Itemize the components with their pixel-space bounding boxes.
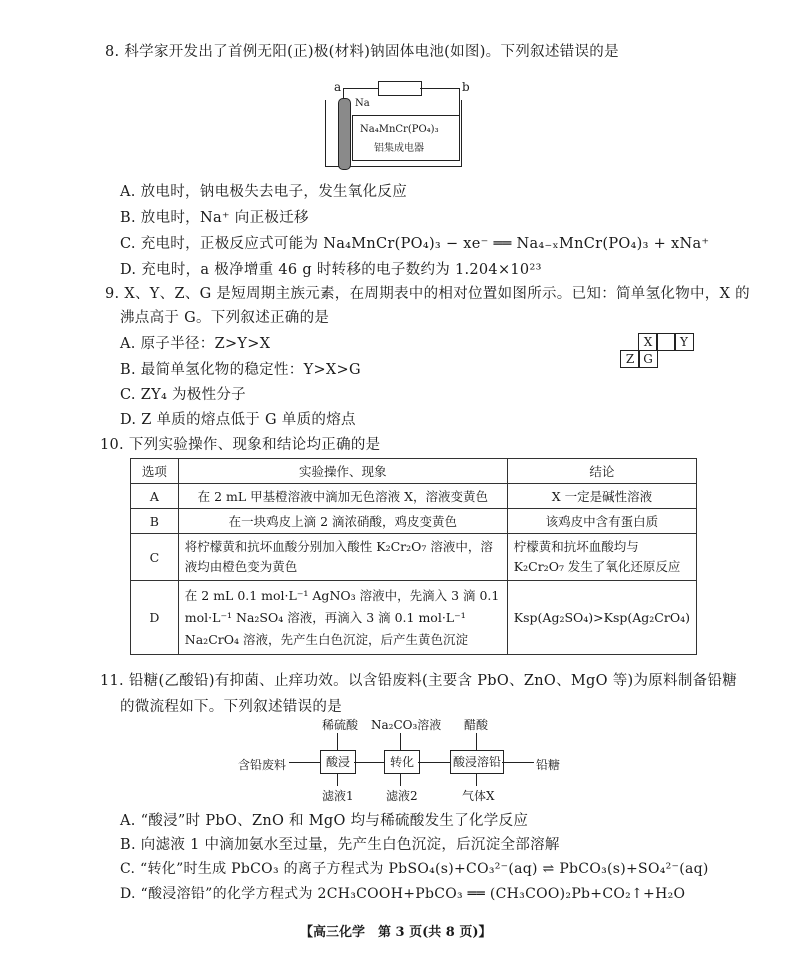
- row-operation: 在 2 mL 甲基橙溶液中滴加无色溶液 X，溶液变黄色: [178, 484, 507, 509]
- row-conclusion: X 一定是碱性溶液: [507, 484, 696, 509]
- table-row: [131, 534, 697, 581]
- grid-cell-x: X: [638, 333, 658, 351]
- q11-stem-line2: 的微流程如下。下列叙述错误的是: [120, 699, 342, 715]
- table-header-row: [131, 459, 697, 484]
- table-row: [131, 509, 697, 534]
- grid-cell-g: G: [638, 350, 658, 368]
- page-footer: 【高三化学 第 3 页(共 8 页)】: [300, 925, 492, 940]
- na-electrode: [338, 98, 351, 170]
- q11-option-a: A. “酸浸”时 PbO、ZnO 和 MgO 均与稀硫酸发生了化学反应: [120, 813, 529, 829]
- waste-3: 气体X: [462, 789, 495, 803]
- collector-label: 铝集成电器: [374, 143, 424, 154]
- q9-stem-line1: 9. X、Y、Z、G 是短周期主族元素，在周期表中的相对位置如图所示。已知：简单氢化物中，X 的: [105, 286, 750, 302]
- q9-option-d: D. Z 单质的熔点低于 G 单质的熔点: [120, 412, 356, 428]
- grid-cell-y: Y: [674, 333, 694, 351]
- grid-cell-z: Z: [620, 350, 640, 368]
- material-label: Na₄MnCr(PO₄)₃: [360, 124, 439, 135]
- resistor: [378, 81, 422, 96]
- label-b: b: [462, 80, 470, 94]
- q10-stem: 10. 下列实验操作、现象和结论均正确的是: [100, 437, 381, 453]
- table-row: [131, 581, 697, 655]
- flow-output: 铅糖: [536, 758, 561, 772]
- q8-stem: 8. 科学家开发出了首例无阳(正)极(材料)钠固体电池(如图)。下列叙述错误的是: [105, 44, 619, 60]
- q9-option-a: A. 原子半径：Z>Y>X: [120, 336, 271, 352]
- reagent-2: Na₂CO₃溶液: [371, 718, 442, 732]
- q11-option-c: C. “转化”时生成 PbCO₃ 的离子方程式为 PbSO₄(s)+CO₃²⁻(aq) ⇌ PbCO₃(s)+SO₄²⁻(aq): [120, 861, 709, 877]
- header-conclusion: 结论: [507, 459, 696, 484]
- grid-cell-empty: [656, 333, 676, 351]
- row-operation: 在 2 mL 0.1 mol·L⁻¹ AgNO₃ 溶液中，先滴入 3 滴 0.1 mol·L⁻¹ Na₂SO₄ 溶液，再滴入 3 滴 0.1 mol·L⁻¹ Na₂CrO₄ 溶液，先产生白色沉淀，后产生黄色沉淀: [178, 581, 507, 655]
- row-option: A: [131, 484, 179, 509]
- q8-option-a: A. 放电时，钠电极失去电子，发生氧化反应: [120, 184, 407, 200]
- q8-option-c: C. 充电时，正极反应式可能为 Na₄MnCr(PO₄)₃ − xe⁻ ══ Na₄₋ₓMnCr(PO₄)₃ + xNa⁺: [120, 236, 710, 252]
- row-conclusion: 柠檬黄和抗坏血酸均与 K₂Cr₂O₇ 发生了氧化还原反应: [507, 534, 696, 581]
- label-a: a: [334, 80, 342, 94]
- step-acid-leach: 酸浸: [320, 750, 356, 774]
- q8-option-b: B. 放电时，Na⁺ 向正极迁移: [120, 210, 309, 226]
- table-row: [131, 484, 697, 509]
- header-operation: 实验操作、现象: [178, 459, 507, 484]
- flow-input: 含铅废料: [238, 758, 287, 772]
- experiment-table: [130, 458, 697, 655]
- q11-option-d: D. “酸浸溶铅”的化学方程式为 2CH₃COOH+PbCO₃ ══ (CH₃COO)₂Pb+CO₂↑+H₂O: [120, 886, 686, 902]
- step-convert: 转化: [384, 750, 420, 774]
- row-operation: 在一块鸡皮上滴 2 滴浓硝酸，鸡皮变黄色: [178, 509, 507, 534]
- row-conclusion: Ksp(Ag₂SO₄)>Ksp(Ag₂CrO₄): [507, 581, 696, 655]
- step-dissolve-lead: 酸浸溶铅: [450, 750, 504, 774]
- cathode-box: [352, 115, 460, 161]
- q9-option-b: B. 最简单氢化物的稳定性：Y>X>G: [120, 362, 361, 378]
- reagent-1: 稀硫酸: [322, 718, 359, 732]
- row-option: B: [131, 509, 179, 534]
- header-option: 选项: [131, 459, 179, 484]
- q9-stem-line2: 沸点高于 G。下列叙述正确的是: [120, 310, 330, 326]
- reagent-3: 醋酸: [464, 718, 489, 732]
- electrode-label: Na: [355, 98, 370, 109]
- q11-stem-line1: 11. 铅糖(乙酸铅)有抑菌、止痒功效。以含铅废料(主要含 PbO、ZnO、MgO 等)为原料制备铅糖: [100, 673, 738, 689]
- q11-option-b: B. 向滤液 1 中滴加氨水至过量，先产生白色沉淀，后沉淀全部溶解: [120, 837, 560, 853]
- row-operation: 将柠檬黄和抗坏血酸分别加入酸性 K₂Cr₂O₇ 溶液中，溶液均由橙色变为黄色: [178, 534, 507, 581]
- row-conclusion: 该鸡皮中含有蛋白质: [507, 509, 696, 534]
- waste-2: 滤液2: [386, 789, 418, 803]
- q9-option-c: C. ZY₄ 为极性分子: [120, 387, 246, 403]
- waste-1: 滤液1: [322, 789, 354, 803]
- q8-option-d: D. 充电时，a 极净增重 46 g 时转移的电子数约为 1.204×10²³: [120, 262, 542, 278]
- row-option: D: [131, 581, 179, 655]
- row-option: C: [131, 534, 179, 581]
